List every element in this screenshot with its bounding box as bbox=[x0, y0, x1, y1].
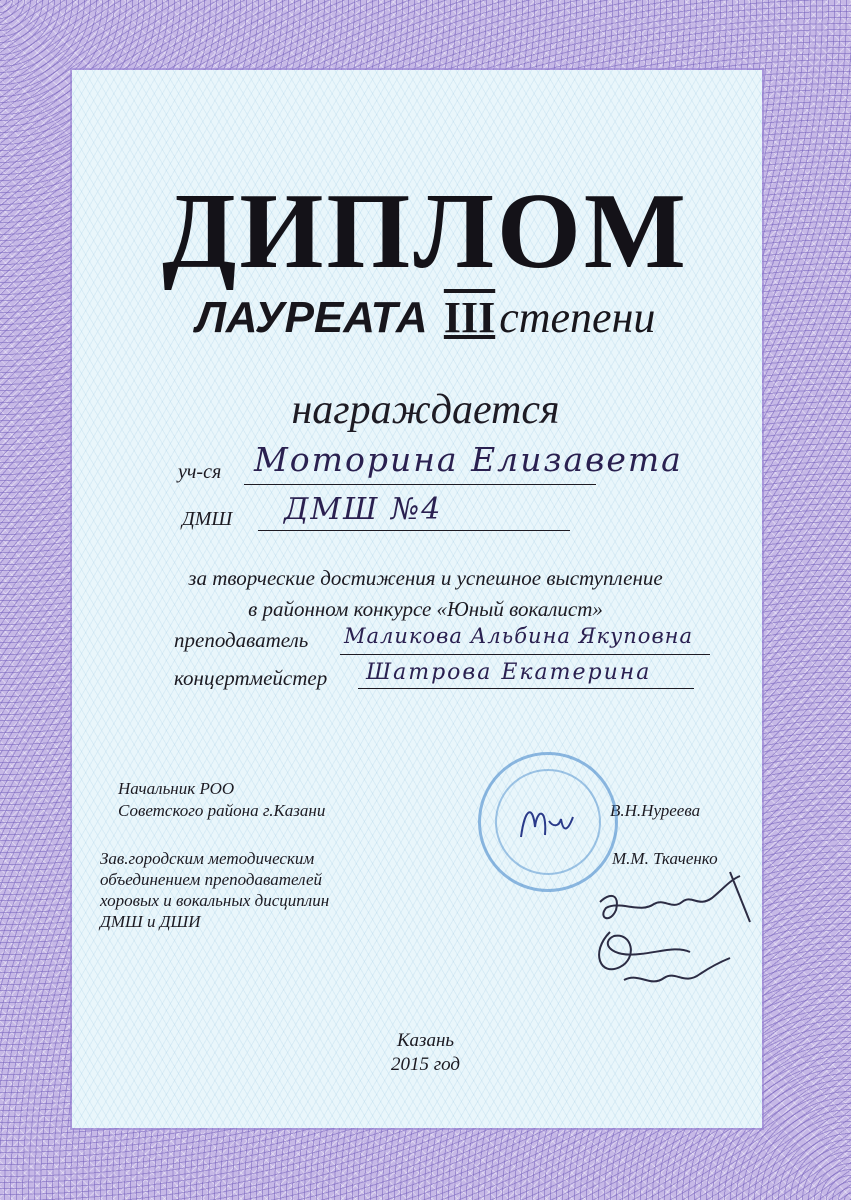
laureate-degree-heading bbox=[0, 293, 851, 342]
handwritten-signatures bbox=[580, 862, 770, 1002]
accompanist-name: Шатрова Екатерина bbox=[366, 660, 652, 685]
year: 2015 год bbox=[390, 1054, 461, 1075]
student-name: Моторина Елизавета bbox=[254, 440, 683, 479]
degree-number: III bbox=[443, 293, 496, 342]
head-signatory-name: В.Н.Нуреева bbox=[610, 801, 701, 820]
teacher-name: Маликова Альбина Якуповна bbox=[344, 624, 694, 648]
zav-title-line-2: объединением преподавателей bbox=[100, 870, 323, 889]
accompanist-label: концертмейстер bbox=[174, 666, 328, 690]
city: Казань bbox=[396, 1030, 455, 1051]
school-name: ДМШ №4 bbox=[284, 492, 443, 527]
stamp-signature-mark bbox=[513, 797, 583, 847]
zav-title-line-4: ДМШ и ДШИ bbox=[100, 912, 201, 931]
degree-word: степени bbox=[499, 293, 656, 342]
zav-signatory-name: М.М. Ткаченко bbox=[612, 849, 718, 868]
zav-title-line-3: хоровых и вокальных дисциплин bbox=[100, 891, 330, 910]
awarded-text: награждается bbox=[291, 387, 560, 433]
laureate-word: ЛАУРЕАТА bbox=[195, 293, 428, 342]
head-title-line-1: Начальник РОО bbox=[118, 779, 235, 798]
reason-line-1: за творческие достижения и успешное выступление bbox=[188, 566, 663, 590]
reason-line-2: в районном конкурсе «Юный вокалист» bbox=[248, 597, 603, 621]
student-label: уч-ся bbox=[178, 461, 222, 483]
teacher-label: преподаватель bbox=[174, 628, 309, 652]
diploma-title: ДИПЛОМ bbox=[162, 172, 689, 291]
head-title-line-2: Советского района г.Казани bbox=[118, 801, 326, 820]
zav-title-line-1: Зав.городским методическим bbox=[100, 849, 315, 868]
school-label: ДМШ bbox=[182, 508, 233, 530]
